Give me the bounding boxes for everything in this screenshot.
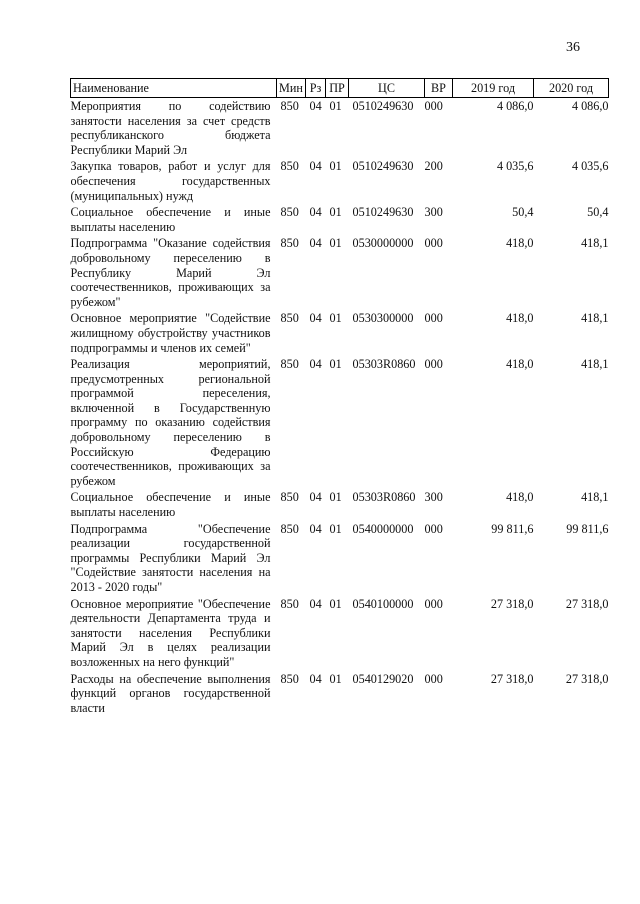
table-row [71, 98, 609, 159]
row-min: 850 [280, 521, 299, 536]
row-min: 850 [280, 159, 299, 174]
row-name: Основное мероприятие "Содействие жилищному обустройству участников подпрограммы и членов их семей" [70, 311, 271, 355]
row-vr: 300 [424, 205, 443, 220]
row-min: 850 [280, 311, 299, 326]
row-name: Социальное обеспечение и иные выплаты населению [70, 205, 271, 234]
row-value-2019: 27 318,0 [490, 671, 534, 686]
row-value-2019: 50,4 [512, 205, 534, 220]
row-vr: 000 [424, 311, 443, 326]
row-name: Реализация мероприятий, предусмотренных региональной программой переселения, включенной в Государственную программу по оказанию содействия добровольному переселению в Российскую Федерацию соотечественников, проживающих за рубежом [70, 357, 271, 488]
row-cs: 0540100000 [352, 596, 414, 611]
header-vr: ВР [425, 79, 453, 98]
header-name: Наименование [71, 79, 277, 98]
row-vr: 200 [424, 159, 443, 174]
row-pr: 01 [329, 490, 342, 505]
row-min: 850 [280, 490, 299, 505]
row-cs: 0510249630 [352, 205, 414, 220]
header-cs: ЦС [349, 79, 425, 98]
row-name: Закупка товаров, работ и услуг для обеспечения государственных (муниципальных) нужд [70, 159, 271, 203]
row-rz: 04 [309, 236, 322, 251]
row-vr: 000 [424, 236, 443, 251]
row-name: Подпрограмма "Обеспечение реализации государственной программы Республики Марий Эл "Содействие занятости населения на 2013 - 2020 годы" [70, 521, 271, 594]
row-value-2020: 99 811,6 [566, 521, 609, 536]
row-min: 850 [280, 236, 299, 251]
row-value-2020: 418,1 [581, 236, 609, 251]
row-min: 850 [280, 671, 299, 686]
row-value-2019: 418,0 [506, 311, 534, 326]
row-cs: 05303R0860 [352, 357, 416, 372]
row-name: Подпрограмма "Оказание содействия добровольному переселению в Республику Марий Эл соотечественников, проживающих за рубежом" [70, 236, 271, 309]
row-vr: 000 [424, 521, 443, 536]
row-name: Основное мероприятие "Обеспечение деятельности Департамента труда и занятости населения Республики Марий Эл в целях реализации возложенных на него функций" [70, 596, 271, 669]
row-value-2020: 418,1 [581, 311, 609, 326]
header-2020: 2020 год [534, 79, 609, 98]
table-body [71, 98, 609, 717]
row-name-cell [71, 235, 277, 310]
row-pr: 01 [329, 671, 342, 686]
table-row [71, 158, 609, 204]
row-value-2020: 50,4 [587, 205, 609, 220]
row-name-cell [71, 158, 277, 204]
row-value-2019: 418,0 [506, 357, 534, 372]
row-pr: 01 [329, 236, 342, 251]
row-rz: 04 [309, 99, 322, 113]
row-rz: 04 [309, 357, 322, 372]
row-name-cell [71, 98, 277, 159]
row-cs: 0530000000 [352, 236, 414, 251]
row-cs: 0510249630 [352, 159, 414, 174]
row-vr: 000 [424, 596, 443, 611]
row-name-cell [71, 671, 277, 717]
row-name: Социальное обеспечение и иные выплаты населению [70, 490, 271, 520]
row-name-cell [71, 521, 277, 596]
row-value-2019: 27 318,0 [490, 596, 534, 611]
table-row [71, 356, 609, 489]
row-name-cell [71, 596, 277, 671]
row-value-2020: 4 086,0 [571, 99, 609, 113]
row-cs: 0510249630 [352, 99, 414, 113]
row-rz: 04 [309, 159, 322, 174]
row-name-cell [71, 310, 277, 356]
row-name: Мероприятия по содействию занятости населения за счет средств республиканского бюджета Республики Марий Эл [70, 99, 271, 157]
table-row [71, 489, 609, 520]
row-rz: 04 [309, 205, 322, 220]
row-value-2019: 4 035,6 [496, 159, 534, 174]
row-rz: 04 [309, 521, 322, 536]
row-pr: 01 [329, 159, 342, 174]
row-pr: 01 [329, 311, 342, 326]
row-value-2019: 418,0 [506, 490, 534, 505]
row-vr: 000 [424, 99, 443, 113]
row-vr: 300 [424, 490, 443, 505]
table-row [71, 310, 609, 356]
row-value-2019: 4 086,0 [496, 99, 534, 113]
row-name-cell [71, 356, 277, 489]
row-value-2019: 418,0 [506, 236, 534, 251]
header-rz: Рз [306, 79, 326, 98]
row-value-2020: 27 318,0 [565, 671, 609, 686]
row-min: 850 [280, 357, 299, 372]
budget-table [70, 78, 609, 716]
table-row [71, 235, 609, 310]
page-number: 36 [566, 40, 580, 55]
row-value-2020: 27 318,0 [565, 596, 609, 611]
row-vr: 000 [424, 671, 443, 686]
row-cs: 05303R0860 [352, 490, 416, 505]
row-pr: 01 [329, 596, 342, 611]
row-value-2020: 418,1 [581, 357, 609, 372]
table-row [71, 596, 609, 671]
row-min: 850 [280, 596, 299, 611]
row-pr: 01 [329, 99, 342, 113]
row-pr: 01 [329, 357, 342, 372]
table-row [71, 671, 609, 717]
row-value-2020: 418,1 [581, 490, 609, 505]
header-2019: 2019 год [453, 79, 534, 98]
table-row [71, 204, 609, 235]
row-name-cell [71, 204, 277, 235]
row-rz: 04 [309, 311, 322, 326]
row-vr: 000 [424, 357, 443, 372]
table-row [71, 521, 609, 596]
row-min: 850 [280, 205, 299, 220]
header-pr: ПР [326, 79, 349, 98]
row-cs: 0530300000 [352, 311, 414, 326]
table-header-row [71, 79, 609, 98]
row-pr: 01 [329, 521, 342, 536]
header-min: Мин [277, 79, 306, 98]
row-pr: 01 [329, 205, 342, 220]
row-cs: 0540129020 [352, 671, 414, 686]
row-name: Расходы на обеспечение выполнения функций органов государственной власти [70, 671, 271, 715]
row-min: 850 [280, 99, 299, 113]
row-rz: 04 [309, 596, 322, 611]
row-value-2020: 4 035,6 [571, 159, 609, 174]
row-rz: 04 [309, 490, 322, 505]
row-cs: 0540000000 [352, 521, 414, 536]
row-rz: 04 [309, 671, 322, 686]
row-name-cell [71, 489, 277, 520]
row-value-2019: 99 811,6 [491, 521, 534, 536]
